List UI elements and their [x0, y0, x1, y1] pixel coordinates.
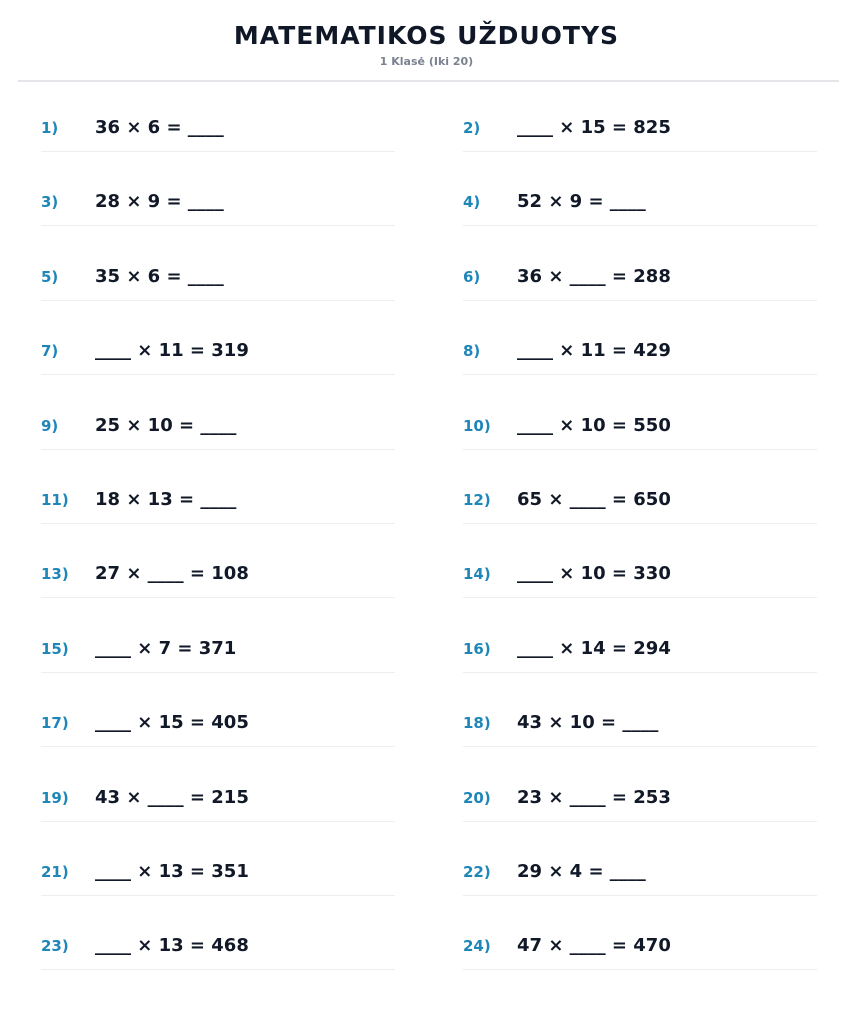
- problem-item: [41, 463, 395, 524]
- problem-expression: 35 × 6 = ____: [95, 265, 224, 287]
- problem-grid: [0, 91, 853, 984]
- problem-number: 8): [463, 342, 481, 361]
- problem-row: [0, 686, 853, 760]
- worksheet-header: [0, 0, 853, 69]
- problem-row: [0, 612, 853, 686]
- problem-item: [41, 686, 395, 747]
- problem-expression: 43 × 10 = ____: [517, 712, 659, 734]
- problem-number: 14): [463, 565, 491, 584]
- problem-item: [41, 909, 395, 970]
- problem-expression: ____ × 13 = 468: [95, 935, 249, 957]
- problem-number: 21): [41, 862, 69, 881]
- problem-row: [0, 314, 853, 388]
- problem-expression: 43 × ____ = 215: [95, 786, 249, 808]
- header-divider: [18, 80, 839, 82]
- problem-row: [0, 91, 853, 165]
- problem-item: [463, 463, 817, 524]
- problem-expression: ____ × 14 = 294: [517, 637, 671, 659]
- problem-expression: ____ × 11 = 429: [517, 340, 671, 362]
- problem-number: 19): [41, 788, 69, 807]
- problem-expression: 18 × 13 = ____: [95, 488, 237, 510]
- problem-expression: ____ × 10 = 330: [517, 563, 671, 585]
- problem-row: [0, 537, 853, 611]
- problem-item: [463, 612, 817, 673]
- problem-item: [463, 686, 817, 747]
- problem-expression: ____ × 7 = 371: [95, 637, 237, 659]
- problem-number: 17): [41, 714, 69, 733]
- problem-expression: 29 × 4 = ____: [517, 860, 646, 882]
- problem-item: [41, 389, 395, 450]
- problem-number: 22): [463, 862, 491, 881]
- problem-item: [41, 537, 395, 598]
- problem-number: 23): [41, 937, 69, 956]
- problem-item: [463, 91, 817, 152]
- problem-number: 5): [41, 267, 59, 286]
- problem-expression: 47 × ____ = 470: [517, 935, 671, 957]
- problem-expression: 36 × ____ = 288: [517, 265, 671, 287]
- problem-number: 9): [41, 416, 59, 435]
- problem-row: [0, 240, 853, 314]
- problem-number: 7): [41, 342, 59, 361]
- problem-number: 2): [463, 119, 481, 137]
- problem-expression: 25 × 10 = ____: [95, 414, 237, 436]
- problem-number: 12): [463, 490, 491, 509]
- problem-row: [0, 835, 853, 909]
- problem-number: 18): [463, 714, 491, 733]
- problem-row: [0, 761, 853, 835]
- problem-number: 11): [41, 490, 69, 509]
- problem-item: [463, 909, 817, 970]
- problem-expression: ____ × 15 = 825: [517, 117, 671, 138]
- problem-item: [463, 165, 817, 226]
- problem-item: [41, 91, 395, 152]
- problem-number: 10): [463, 416, 491, 435]
- problem-number: 6): [463, 267, 481, 286]
- problem-item: [463, 537, 817, 598]
- problem-number: 4): [463, 193, 481, 212]
- problem-item: [41, 835, 395, 896]
- problem-number: 3): [41, 193, 59, 212]
- problem-item: [41, 314, 395, 375]
- problem-item: [463, 240, 817, 301]
- problem-expression: ____ × 11 = 319: [95, 340, 249, 362]
- problem-item: [463, 761, 817, 822]
- problem-expression: 23 × ____ = 253: [517, 786, 671, 808]
- problem-item: [41, 612, 395, 673]
- problem-number: 20): [463, 788, 491, 807]
- problem-number: 13): [41, 565, 69, 584]
- problem-expression: ____ × 15 = 405: [95, 712, 249, 734]
- problem-item: [41, 165, 395, 226]
- problem-number: 24): [463, 937, 491, 956]
- problem-expression: 65 × ____ = 650: [517, 488, 671, 510]
- problem-expression: ____ × 10 = 550: [517, 414, 671, 436]
- problem-number: 1): [41, 119, 59, 137]
- problem-item: [463, 389, 817, 450]
- worksheet-title: MATEMATIKOS UŽDUOTYS: [233, 21, 620, 50]
- problem-expression: 28 × 9 = ____: [95, 191, 224, 213]
- problem-item: [41, 761, 395, 822]
- problem-item: [41, 240, 395, 301]
- problem-row: [0, 389, 853, 463]
- problem-row: [0, 165, 853, 239]
- problem-expression: ____ × 13 = 351: [95, 860, 249, 882]
- problem-number: 16): [463, 639, 491, 658]
- problem-expression: 52 × 9 = ____: [517, 191, 646, 213]
- worksheet-subtitle: 1 Klasė (Iki 20): [379, 55, 474, 68]
- problem-item: [463, 314, 817, 375]
- problem-number: 15): [41, 639, 69, 658]
- problem-row: [0, 909, 853, 983]
- problem-expression: 36 × 6 = ____: [95, 117, 224, 138]
- problem-expression: 27 × ____ = 108: [95, 563, 249, 585]
- problem-row: [0, 463, 853, 537]
- problem-item: [463, 835, 817, 896]
